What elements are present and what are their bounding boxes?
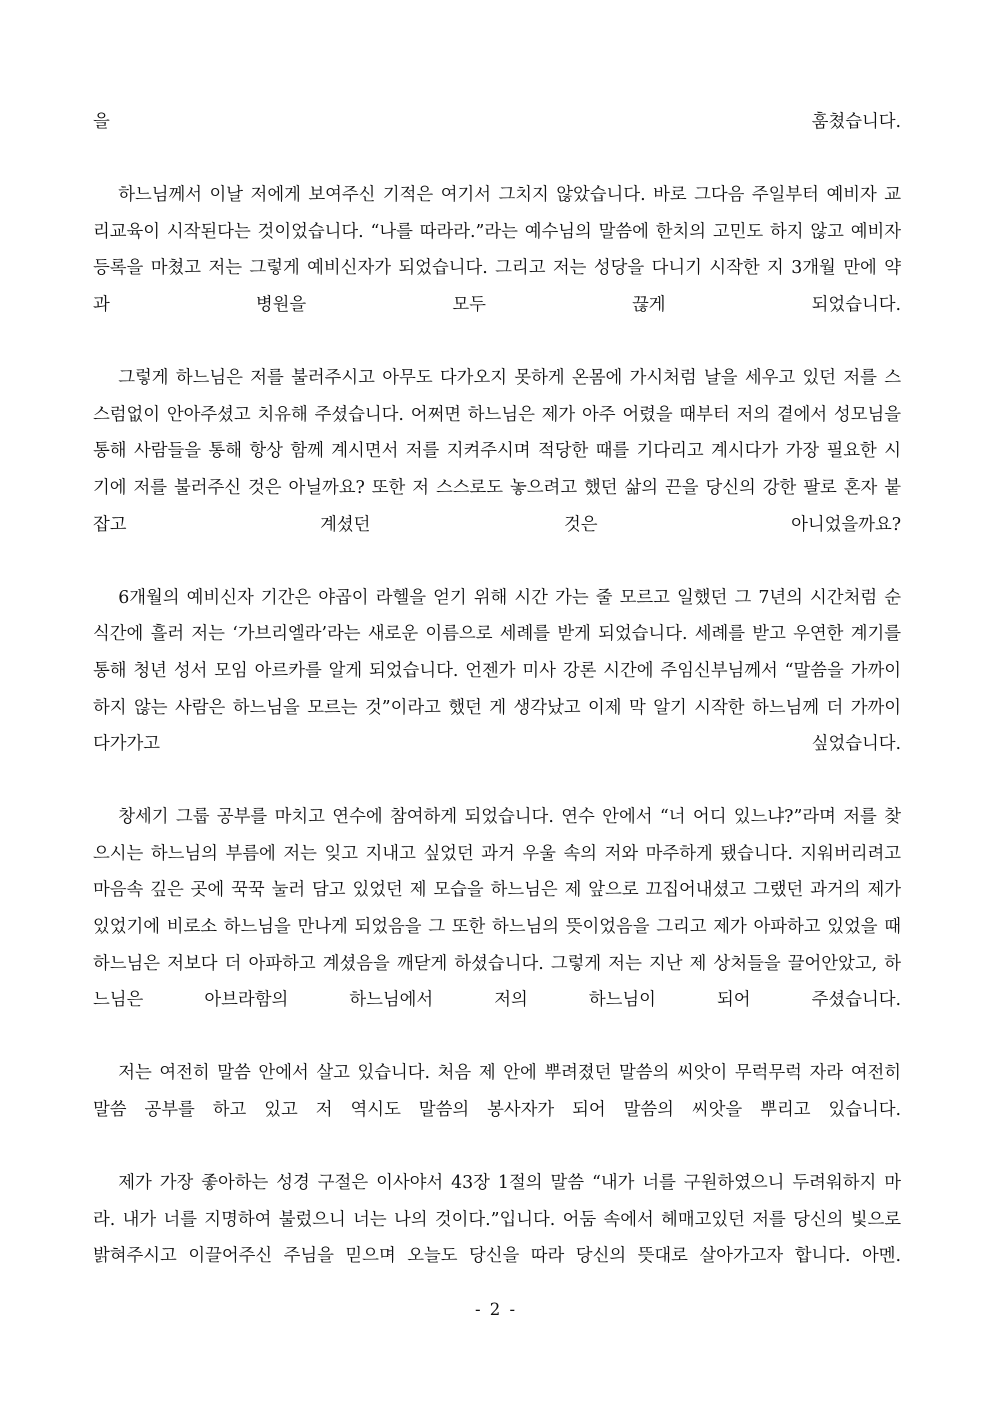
page-number: - 2 - xyxy=(474,1300,518,1319)
paragraph-1: 을 훔쳤습니다. xyxy=(93,112,901,132)
paragraph-7: 제가 가장 좋아하는 성경 구절은 이사야서 43장 1절의 말씀 “내가 너를 구원하였으니 두려워하지 마라. 내가 너를 지명하여 불렀으니 너는 나의 것이다.”입니다. 어둠 속에서 헤매고있던 저를 당신의 빛으로 밝혀주시고 이끌어주신 주님을 믿으며 오늘도 당신을 따라 당신의 뜻대로 살아가고자 합니다. 아멘. xyxy=(93,1173,901,1267)
paragraph-3: 그렇게 하느님은 저를 불러주시고 아무도 다가오지 못하게 온몸에 가시처럼 날을 세우고 있던 저를 스스럼없이 안아주셨고 치유해 주셨습니다. 어쩌면 하느님은 제가 아주 어렸을 때부터 저의 곁에서 성모님을 통해 사람들을 통해 항상 함께 계시면서 저를 지켜주시며 적당한 때를 기다리고 계시다가 가장 필요한 시기에 저를 불러주신 것은 아닐까요? 또한 저 스스로도 놓으려고 했던 삶의 끈을 당신의 강한 팔로 혼자 붙잡고 계셨던 것은 아니었을까요? xyxy=(93,368,901,535)
paragraph-2: 하느님께서 이날 저에게 보여주신 기적은 여기서 그치지 않았습니다. 바로 그다음 주일부터 예비자 교리교육이 시작된다는 것이었습니다. “나를 따라라.”라는 예수님의 말씀에 한치의 고민도 하지 않고 예비자 등록을 마쳤고 저는 그렇게 예비신자가 되었습니다. 그리고 저는 성당을 다니기 시작한 지 3개월 만에 약과 병원을 모두 끊게 되었습니다. xyxy=(93,185,901,315)
document-text-body xyxy=(93,104,901,1312)
paragraph-4: 6개월의 예비신자 기간은 야곱이 라헬을 얻기 위해 시간 가는 줄 모르고 일했던 그 7년의 시간처럼 순식간에 흘러 저는 ‘가브리엘라’라는 새로운 이름으로 세례를 받게 되었습니다. 세례를 받고 우연한 계기를 통해 청년 성서 모임 아르카를 알게 되었습니다. 언젠가 미사 강론 시간에 주임신부님께서 “말씀을 가까이하지 않는 사람은 하느님을 모르는 것”이라고 했던 게 생각났고 이제 막 알기 시작한 하느님께 더 가까이 다가가고 싶었습니다. xyxy=(93,587,901,755)
paragraph-6: 저는 여전히 말씀 안에서 살고 있습니다. 처음 제 안에 뿌려졌던 말씀의 씨앗이 무럭무럭 자라 여전히 말씀 공부를 하고 있고 저 역시도 말씀의 봉사자가 되어 말씀의 씨앗을 뿌리고 있습니다. xyxy=(93,1063,901,1121)
page-footer xyxy=(0,1300,992,1320)
paragraph-5: 창세기 그룹 공부를 마치고 연수에 참여하게 되었습니다. 연수 안에서 “너 어디 있느냐?”라며 저를 찾으시는 하느님의 부름에 저는 잊고 지내고 싶었던 과거 우울 속의 저와 마주하게 됐습니다. 지워버리려고 마음속 깊은 곳에 꾹꾹 눌러 담고 있었던 제 모습을 하느님은 제 앞으로 끄집어내셨고 그랬던 과거의 제가 있었기에 비로소 하느님을 만나게 되었음을 그 또한 하느님의 뜻이었음을 그리고 제가 아파하고 있었을 때 하느님은 저보다 더 아파하고 계셨음을 깨닫게 하셨습니다. 그렇게 저는 지난 제 상처들을 끌어안았고, 하느님은 아브라함의 하느님에서 저의 하느님이 되어 주셨습니다. xyxy=(93,807,901,1011)
